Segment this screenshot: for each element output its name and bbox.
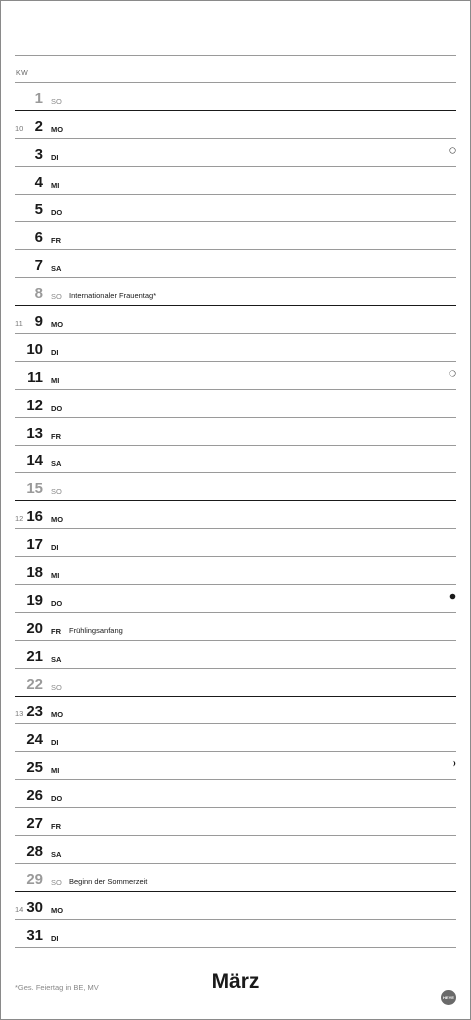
day-number: 17 [26, 536, 43, 554]
kw-column-label: KW [16, 70, 29, 77]
day-number: 1 [34, 89, 43, 107]
day-list [15, 83, 456, 948]
day-number: 19 [26, 591, 43, 609]
day-row[interactable] [15, 864, 456, 892]
weekday-abbrev: DO [51, 403, 63, 413]
day-row[interactable] [15, 892, 456, 920]
day-row[interactable] [15, 808, 456, 836]
day-number: 10 [26, 340, 43, 358]
day-row[interactable] [15, 306, 456, 334]
day-number: 30 [26, 898, 43, 916]
day-row[interactable] [15, 641, 456, 669]
weekday-abbrev: SA [51, 849, 62, 859]
weekday-abbrev: MO [51, 320, 64, 330]
weekday-abbrev: DI [51, 347, 59, 357]
day-row[interactable] [15, 418, 456, 446]
weekday-abbrev: FR [51, 626, 61, 636]
weekday-abbrev: MI [51, 766, 60, 776]
day-number: 28 [26, 842, 43, 860]
day-note: Frühlingsanfang [69, 625, 123, 635]
weekday-abbrev: DI [51, 933, 59, 943]
day-row[interactable] [15, 390, 456, 418]
day-number: 16 [26, 508, 43, 526]
day-number: 7 [34, 257, 43, 275]
day-row[interactable] [15, 780, 456, 808]
day-number: 29 [26, 870, 43, 888]
day-number: 23 [26, 703, 43, 721]
day-number: 27 [26, 815, 43, 833]
day-number: 13 [26, 424, 43, 442]
day-number: 24 [26, 731, 43, 749]
day-row[interactable] [15, 752, 456, 780]
weekday-abbrev: SO [51, 292, 62, 302]
moon-first-quarter-icon [449, 760, 456, 767]
day-number: 21 [26, 647, 43, 665]
day-row[interactable] [15, 473, 456, 501]
day-row[interactable] [15, 501, 456, 529]
calendar-week-number: 13 [15, 709, 24, 719]
day-note: Internationaler Frauentag* [69, 291, 157, 301]
day-number: 14 [26, 452, 43, 470]
day-row[interactable] [15, 83, 456, 111]
day-row[interactable] [15, 585, 456, 613]
day-number: 2 [34, 117, 43, 135]
weekday-abbrev: DO [51, 794, 63, 804]
weekday-abbrev: SA [51, 459, 62, 469]
day-number: 25 [26, 759, 43, 777]
day-number: 26 [26, 787, 43, 805]
day-number: 18 [26, 564, 43, 582]
header-divider [15, 55, 456, 56]
day-row[interactable] [15, 724, 456, 752]
moon-last-quarter-icon [449, 370, 456, 377]
day-number: 3 [34, 145, 43, 163]
day-row[interactable] [15, 222, 456, 250]
day-row[interactable] [15, 278, 456, 306]
weekday-abbrev: SA [51, 654, 62, 664]
day-number: 9 [34, 313, 43, 331]
weekday-abbrev: SA [51, 264, 62, 274]
day-row[interactable] [15, 697, 456, 725]
weekday-abbrev: MO [51, 710, 64, 720]
logo-text: HEYE [443, 995, 454, 1000]
day-row[interactable] [15, 111, 456, 139]
moon-full-icon [449, 147, 456, 154]
day-row[interactable] [15, 334, 456, 362]
weekday-abbrev: SO [51, 96, 62, 106]
day-number: 11 [27, 368, 43, 386]
weekday-abbrev: FR [51, 236, 61, 246]
day-row[interactable] [15, 139, 456, 167]
weekday-abbrev: FR [51, 431, 61, 441]
day-number: 22 [26, 675, 43, 693]
day-row[interactable] [15, 167, 456, 195]
weekday-abbrev: MI [51, 375, 60, 385]
day-row[interactable] [15, 920, 456, 948]
publisher-logo [441, 990, 456, 1005]
calendar-week-number: 14 [15, 904, 24, 914]
moon-new-icon [449, 593, 456, 600]
day-number: 31 [26, 926, 43, 944]
weekday-abbrev: DI [51, 738, 59, 748]
weekday-abbrev: SO [51, 877, 62, 887]
weekday-abbrev: MI [51, 180, 60, 190]
weekday-abbrev: SO [51, 487, 62, 497]
month-title: März [211, 970, 260, 993]
weekday-abbrev: DO [51, 598, 63, 608]
calendar-week-number: 11 [15, 319, 23, 329]
day-row[interactable] [15, 529, 456, 557]
day-row[interactable] [15, 195, 456, 223]
weekday-abbrev: DO [51, 208, 63, 218]
day-row[interactable] [15, 557, 456, 585]
day-row[interactable] [15, 669, 456, 697]
weekday-abbrev: DI [51, 152, 59, 162]
day-number: 5 [34, 201, 43, 219]
calendar-week-number: 10 [15, 123, 24, 133]
day-row[interactable] [15, 613, 456, 641]
weekday-abbrev: FR [51, 822, 61, 832]
weekday-abbrev: MO [51, 515, 64, 525]
day-number: 8 [34, 285, 43, 303]
day-number: 15 [26, 480, 43, 498]
weekday-abbrev: MI [51, 571, 60, 581]
weekday-abbrev: DI [51, 543, 59, 553]
day-row[interactable] [15, 250, 456, 278]
day-number: 12 [26, 396, 43, 414]
day-row[interactable] [15, 362, 456, 390]
day-number: 6 [34, 229, 43, 247]
day-row[interactable] [15, 446, 456, 474]
day-number: 4 [34, 173, 43, 191]
holiday-footnote: *Ges. Feiertag in BE, MV [15, 983, 99, 992]
weekday-abbrev: SO [51, 682, 62, 692]
day-number: 20 [26, 619, 43, 637]
day-row[interactable] [15, 836, 456, 864]
weekday-abbrev: MO [51, 124, 64, 134]
calendar-week-number: 12 [15, 514, 24, 524]
day-note: Beginn der Sommerzeit [69, 876, 148, 886]
weekday-abbrev: MO [51, 905, 64, 915]
